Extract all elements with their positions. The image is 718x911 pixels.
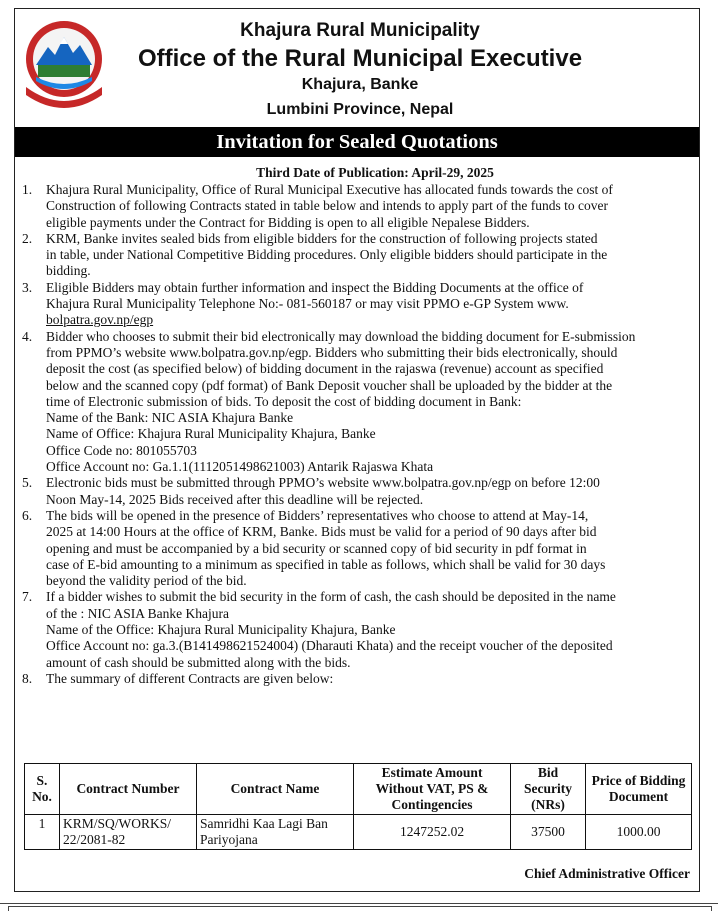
item-line: case of E-bid amounting to a minimum as specified in table as follows, which shall be valid for 30 days	[46, 556, 606, 572]
item-line: The bids will be opened in the presence of Bidders’ representatives who choose to attend at May-14,	[46, 507, 589, 523]
item-number: 4.	[22, 328, 33, 344]
item-line: opening and must be accompanied by a bid security or scanned copy of bid security in pdf format in	[46, 540, 587, 556]
item-text	[46, 671, 690, 687]
item-line: 2025 at 14:00 Hours at the office of KRM, Banke. Bids must be valid for a period of 90 days after bid	[46, 524, 597, 540]
office-title: Office of the Rural Municipal Executive	[137, 45, 583, 72]
item-line: Bidder who chooses to submit their bid electronically may download the bidding document for E-submission	[46, 328, 636, 344]
item-line: Construction of following Contracts stated in table below and intends to apply part of the funds to cover	[46, 198, 609, 214]
item-line: in table, under National Competitive Bidding procedures. Only eligible bidders should participate in the	[46, 247, 608, 263]
item-number: 3.	[22, 279, 33, 295]
item-line: Name of the Bank: NIC ASIA Khajura Banke	[46, 410, 294, 426]
office-location: Khajura, Banke	[301, 76, 419, 93]
item-line: Office Code no: 801055703	[46, 442, 197, 458]
item-number: 7.	[22, 589, 33, 605]
item-line: eligible payments under the Contract for Bidding is open to all eligible Nepalese Bidders.	[46, 214, 530, 230]
list-item	[22, 475, 690, 508]
cell-price: 1000.00	[586, 815, 692, 850]
item-line: Noon May-14, 2025 Bids received after this deadline will be rejected.	[46, 491, 424, 507]
municipality-name: Khajura Rural Municipality	[240, 20, 480, 41]
cell-estimate: 1247252.02	[354, 815, 511, 850]
item-line: deposit the cost (as specified below) of bidding document in the rajaswa (revenue) account as specified	[46, 361, 604, 377]
list-item	[22, 329, 690, 476]
next-notice-border	[8, 906, 712, 911]
notice-banner: Invitation for Sealed Quotations	[15, 127, 699, 157]
col-sno: S. No.	[25, 764, 60, 815]
item-line: Office Account no: ga.3.(B141498621524004) (Dharauti Khata) and the receipt voucher of the deposited	[46, 638, 613, 654]
item-line: Name of Office: Khajura Rural Municipality Khajura, Banke	[46, 426, 376, 442]
item-text	[46, 280, 690, 329]
cell-contract-name: Samridhi Kaa Lagi Ban Pariyojana	[197, 815, 354, 850]
item-text	[46, 475, 690, 508]
list-item	[22, 589, 690, 670]
item-text	[46, 329, 690, 476]
list-item	[22, 182, 690, 231]
item-line: bidding.	[46, 263, 91, 279]
item-number: 6.	[22, 507, 33, 523]
item-line: KRM, Banke invites sealed bids from eligible bidders for the construction of following projects stated	[46, 230, 598, 246]
item-line: beyond the validity period of the bid.	[46, 573, 247, 589]
contracts-table	[24, 763, 692, 850]
item-number: 8.	[22, 670, 33, 686]
signature-title: Chief Administrative Officer	[524, 866, 690, 881]
item-line: below and the scanned copy (pdf format) of Bank Deposit voucher shall be uploaded by the bidder at the	[46, 377, 613, 393]
item-number: 5.	[22, 475, 33, 491]
col-price: Price of Bidding Document	[586, 764, 692, 815]
publication-date: Third Date of Publication: April-29, 2025	[256, 165, 494, 180]
item-text	[46, 182, 690, 231]
cell-bid-security: 37500	[511, 815, 586, 850]
cell-contract-number: KRM/SQ/WORKS/ 22/2081-82	[60, 815, 197, 850]
item-line: Electronic bids must be submitted through PPMO’s website www.bolpatra.gov.np/egp on before 12:00	[46, 475, 600, 491]
list-item	[22, 280, 690, 329]
item-text	[46, 589, 690, 670]
col-bid-security: Bid Security (NRs)	[511, 764, 586, 815]
table-header-row	[25, 764, 692, 815]
item-text	[46, 231, 690, 280]
item-line: The summary of different Contracts are given below:	[46, 670, 334, 686]
municipality-emblem-icon	[22, 17, 106, 109]
item-line: Khajura Rural Municipality, Office of Rural Municipal Executive has allocated funds towards the cost of	[46, 182, 613, 197]
col-estimate: Estimate Amount Without VAT, PS & Contingencies	[354, 764, 511, 815]
item-line: of the : NIC ASIA Banke Khajura	[46, 605, 229, 621]
item-line: time of Electronic submission of bids. To deposit the cost of bidding document in Bank:	[46, 393, 522, 409]
list-item	[22, 231, 690, 280]
item-line: Office Account no: Ga.1.1(1112051498621003) Antarik Rajaswa Khata	[46, 459, 434, 475]
list-item	[22, 671, 690, 687]
province: Lumbini Province, Nepal	[266, 101, 454, 118]
page-divider	[0, 903, 718, 904]
item-line: amount of cash should be submitted along with the bids.	[46, 654, 351, 670]
item-line: Eligible Bidders may obtain further information and inspect the Bidding Documents at the office of	[46, 279, 584, 295]
egp-link[interactable]: bolpatra.gov.np/egp	[46, 312, 154, 328]
col-contract-number: Contract Number	[60, 764, 197, 815]
item-number: 2.	[22, 230, 33, 246]
cell-sno: 1	[25, 815, 60, 850]
list-item	[22, 508, 690, 589]
table-row	[25, 815, 692, 850]
item-line: Khajura Rural Municipality Telephone No:- 081-560187 or may visit PPMO e-GP System www.	[46, 296, 569, 312]
item-line: Name of the Office: Khajura Rural Municipality Khajura, Banke	[46, 622, 396, 638]
item-line: from PPMO’s website www.bolpatra.gov.np/egp. Bidders who submitting their bids electronically, should	[46, 344, 618, 360]
notice-body	[22, 182, 690, 687]
col-contract-name: Contract Name	[197, 764, 354, 815]
item-line: If a bidder wishes to submit the bid security in the form of cash, the cash should be deposited in the name	[46, 589, 616, 605]
item-number: 1.	[22, 182, 33, 197]
item-text	[46, 508, 690, 589]
